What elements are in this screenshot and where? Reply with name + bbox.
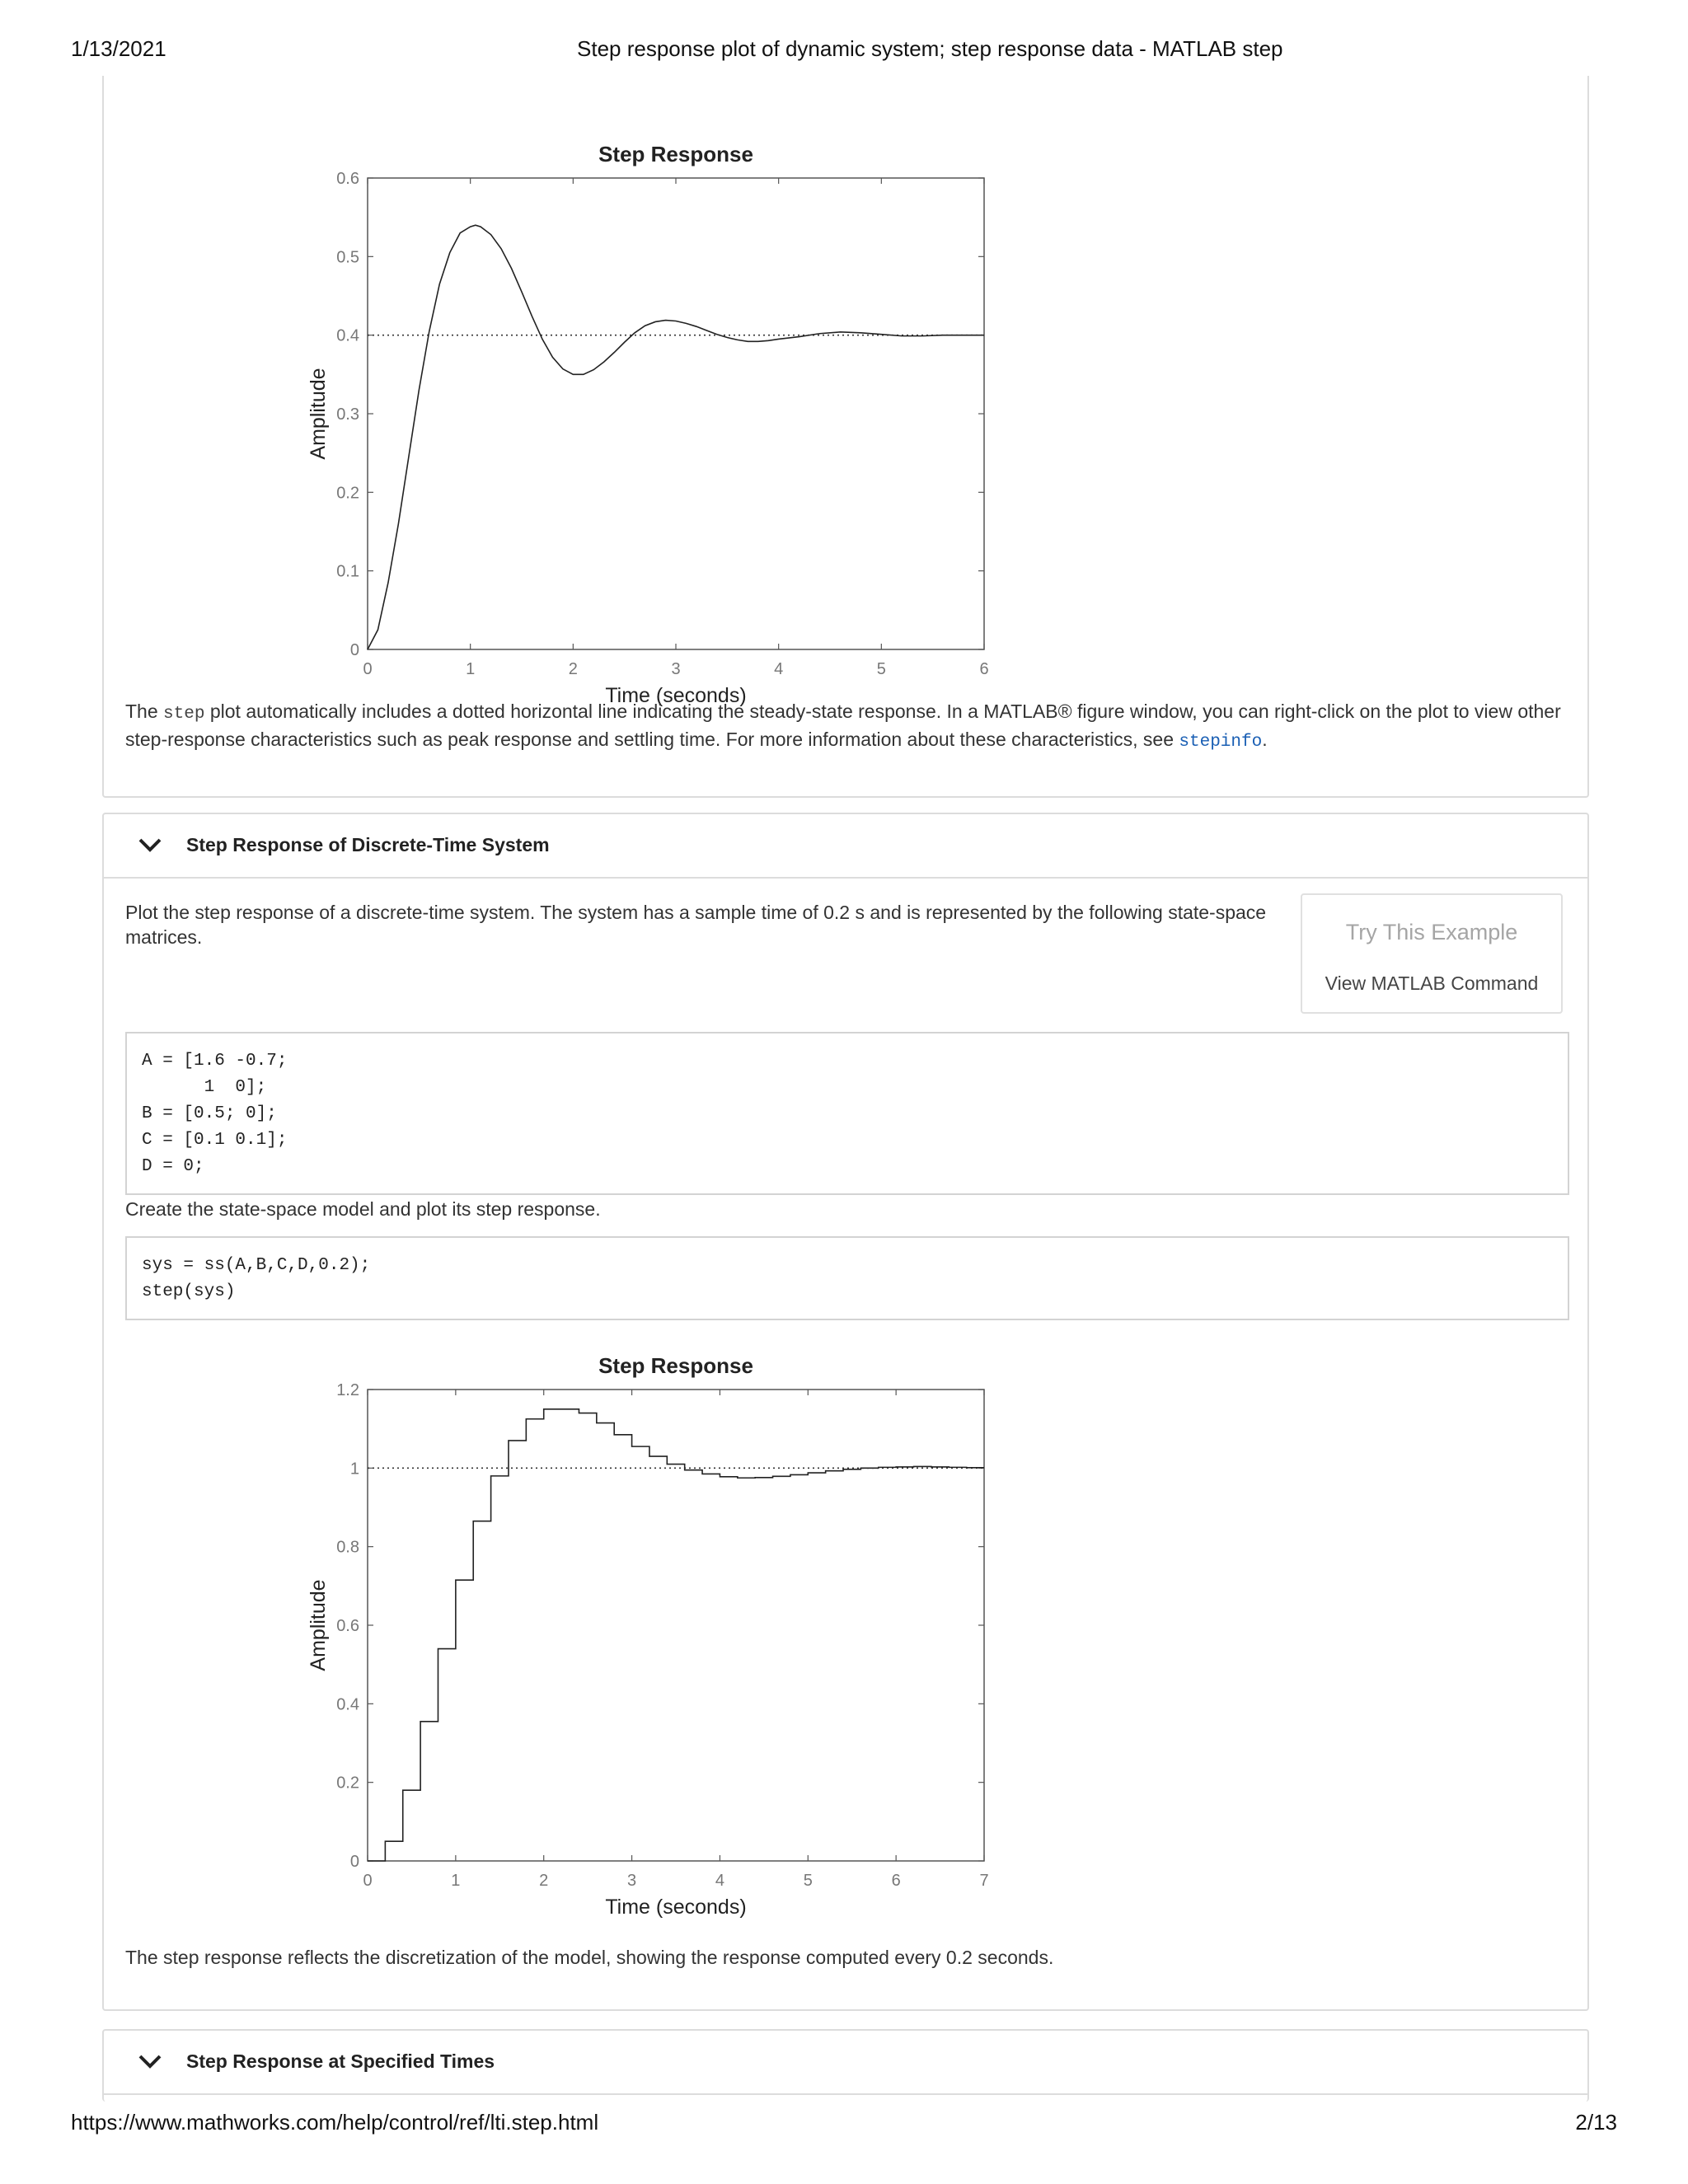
view-matlab-command-link[interactable]: View MATLAB Command	[1325, 972, 1539, 994]
example-heading: Step Response of Discrete-Time System	[186, 834, 550, 855]
x-axis-label: Time (seconds)	[605, 684, 747, 707]
step-response-chart-continuous	[178, 99, 989, 707]
chart-title: Step Response	[598, 142, 753, 166]
code-block-step	[125, 1236, 1569, 1320]
code-block-matrices	[125, 1032, 1569, 1195]
x-tick-label: 4	[774, 660, 784, 678]
code-line: C = [0.1 0.1];	[142, 1131, 288, 1150]
y-tick-label: 0.4	[336, 326, 359, 345]
code-line: 1 0];	[142, 1078, 267, 1097]
example-heading: Step Response at Specified Times	[186, 2050, 495, 2072]
x-tick-label: 5	[876, 660, 886, 678]
print-footer	[0, 2110, 1688, 2143]
x-tick-label: 6	[891, 1872, 901, 1890]
x-tick-label: 3	[627, 1872, 637, 1890]
y-tick-label: 0.3	[336, 405, 359, 424]
print-url: https://www.mathworks.com/help/control/ref/lti.step.html	[71, 2110, 599, 2135]
y-tick-label: 0	[349, 641, 359, 659]
chevron-down-icon[interactable]	[134, 829, 166, 862]
y-tick-label: 0.2	[336, 484, 359, 503]
y-tick-label: 0.8	[336, 1538, 359, 1557]
create-model-text: Create the state-space model and plot its step response.	[125, 1198, 601, 1220]
x-tick-label: 4	[715, 1872, 724, 1890]
example-card-discrete	[102, 813, 1589, 2011]
code-line: step(sys)	[142, 1282, 236, 1301]
code-line: A = [1.6 -0.7;	[142, 1052, 288, 1071]
x-tick-label: 1	[466, 660, 476, 678]
discrete-caption: The step response reflects the discretization of the model, showing the response computed every 0.2 seconds.	[125, 1947, 1054, 1968]
x-tick-label: 5	[803, 1872, 813, 1890]
plot-area	[368, 1390, 984, 1861]
response-line	[368, 1409, 984, 1861]
print-title: Step response plot of dynamic system; step response data - MATLAB step	[577, 36, 1283, 61]
code-line: B = [0.5; 0];	[142, 1104, 277, 1123]
response-line	[368, 225, 984, 649]
y-tick-label: 0.5	[336, 248, 359, 267]
y-tick-label: 0.4	[336, 1695, 359, 1714]
y-tick-label: 0.1	[336, 562, 359, 581]
page-number: 2/13	[1575, 2110, 1617, 2135]
x-tick-label: 1	[451, 1872, 461, 1890]
chart-title: Step Response	[598, 1353, 753, 1378]
example-card-specified-times	[102, 2029, 1589, 2102]
y-axis-label: Amplitude	[307, 368, 330, 460]
y-tick-label: 0.6	[336, 170, 359, 188]
code-line: sys = ss(A,B,C,D,0.2);	[142, 1256, 371, 1275]
print-date: 1/13/2021	[71, 36, 166, 61]
discrete-intro: Plot the step response of a discrete-time system. The system has a sample time of 0.2 s and is represented by the following state-space matrices.	[125, 902, 1267, 948]
x-tick-label: 2	[568, 660, 578, 678]
x-tick-label: 3	[671, 660, 681, 678]
x-tick-label: 0	[363, 1872, 373, 1890]
try-example-box	[1301, 893, 1563, 1014]
y-tick-label: 0.2	[336, 1774, 359, 1793]
plot-area	[368, 178, 984, 649]
x-axis-label: Time (seconds)	[605, 1896, 747, 1919]
y-tick-label: 1	[349, 1460, 359, 1479]
x-tick-label: 2	[539, 1872, 549, 1890]
code-line: D = 0;	[142, 1157, 204, 1176]
y-axis-label: Amplitude	[307, 1579, 330, 1671]
chevron-down-icon[interactable]	[134, 2046, 166, 2079]
try-this-example-button[interactable]: Try This Example	[1345, 920, 1518, 944]
x-tick-label: 7	[979, 1872, 989, 1890]
continuous-caption: The step plot automatically includes a dotted horizontal line indicating the steady-state response. In a MATLAB® figure window, you can right-click on the plot to view other step-response characteristics such as peak response and settling time. For more information about these characteristics, see stepinfo.	[125, 701, 1561, 752]
stepinfo-link[interactable]: stepinfo	[1179, 733, 1263, 752]
example-header-discrete[interactable]	[104, 814, 1587, 879]
x-tick-label: 6	[979, 660, 989, 678]
y-tick-label: 1.2	[336, 1381, 359, 1399]
x-tick-label: 0	[363, 660, 373, 678]
y-tick-label: 0	[349, 1853, 359, 1871]
step-response-chart-discrete	[178, 1342, 1085, 1935]
print-header	[0, 36, 1688, 69]
y-tick-label: 0.6	[336, 1617, 359, 1635]
example-header-specified-times[interactable]	[104, 2031, 1587, 2095]
example-card-continuous	[102, 76, 1589, 798]
